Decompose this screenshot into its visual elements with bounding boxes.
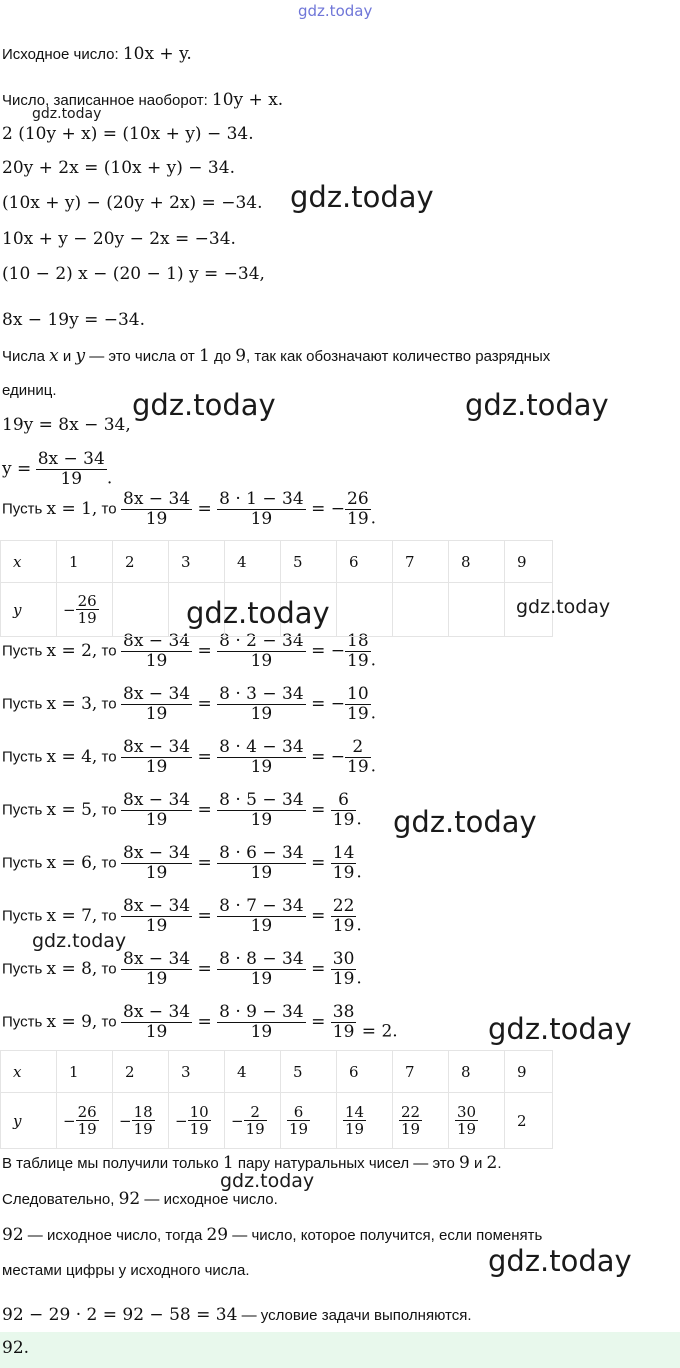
denominator: 19: [189, 1120, 209, 1138]
equation-4: 10x + y − 20y − 2x = −34.: [2, 229, 236, 249]
denominator: 19: [217, 1022, 306, 1042]
text: Пусть: [2, 642, 47, 660]
numerator: 8 · 5 − 34: [219, 790, 304, 810]
denominator: 19: [245, 1120, 265, 1138]
conclusion-line-5: [2, 1305, 472, 1325]
fraction: [345, 685, 371, 723]
fraction: [345, 738, 371, 776]
text: то: [97, 907, 117, 925]
math: x: [49, 346, 59, 366]
numerator: 14: [345, 1102, 365, 1121]
denominator: 19: [77, 1120, 97, 1138]
numerator: 8x − 34: [123, 737, 191, 757]
math: =: [305, 800, 331, 821]
math: =: [305, 747, 331, 768]
denominator: 19: [121, 651, 192, 671]
math: x = 6,: [46, 853, 98, 874]
fraction: [121, 844, 192, 882]
conclusion-line-2: [2, 1189, 278, 1209]
math: 10x + y.: [122, 44, 192, 64]
conclusion-line-3: [2, 1225, 542, 1245]
denominator: 19: [217, 810, 306, 830]
math: .: [370, 650, 377, 671]
math: x = 3,: [46, 694, 98, 715]
numerator: 8 · 1 − 34: [219, 489, 304, 509]
fraction: [217, 791, 306, 829]
table-cell: 3: [169, 541, 225, 583]
numerator: 6: [338, 790, 349, 810]
denominator: 19: [77, 609, 97, 627]
denominator: 19: [217, 863, 306, 883]
text: то: [97, 854, 117, 872]
text: пару натуральных чисел — это: [233, 1155, 459, 1172]
math: .: [370, 508, 377, 529]
denominator: 19: [217, 916, 306, 936]
table-cell: [57, 1093, 113, 1149]
text: то: [97, 960, 117, 978]
fraction: [36, 450, 107, 488]
fraction: [121, 950, 192, 988]
text: — исходное число.: [140, 1191, 278, 1208]
fraction: [121, 738, 192, 776]
math: x = 7,: [46, 906, 98, 927]
sign: −: [63, 1111, 76, 1130]
fraction: [331, 1003, 357, 1041]
sign: −: [330, 499, 345, 520]
case-row: [2, 791, 362, 829]
numerator: 22: [332, 896, 355, 916]
fraction: [217, 950, 306, 988]
table-cell: [449, 583, 505, 637]
fraction: [399, 1104, 422, 1138]
denominator: 19: [347, 650, 369, 671]
math: y: [75, 346, 86, 366]
numerator: 8x − 34: [123, 843, 191, 863]
text: Пусть: [2, 854, 47, 872]
numerator: 6: [293, 1102, 304, 1121]
table-cell: [57, 583, 113, 637]
sign: −: [330, 694, 345, 715]
table-cell: [393, 1093, 449, 1149]
text: Число, записанное наоборот:: [2, 92, 212, 109]
fraction: [287, 1104, 310, 1138]
text: Следовательно,: [2, 1191, 119, 1208]
text: и: [58, 348, 76, 365]
numerator: 8 · 3 − 34: [219, 684, 304, 704]
math: =: [305, 906, 331, 927]
math: 9: [235, 346, 247, 366]
table-cell: 2: [113, 1051, 169, 1093]
answer-box: [0, 1332, 680, 1368]
numerator: 2: [352, 737, 364, 757]
numerator: 18: [347, 631, 369, 651]
text: до: [209, 348, 236, 365]
denominator: 19: [217, 704, 306, 724]
values-table-full: [0, 1050, 553, 1149]
numerator: 10: [347, 684, 369, 704]
text: Числа: [2, 348, 50, 365]
math: =: [192, 499, 218, 520]
fraction: [345, 632, 371, 670]
case-row: [2, 1003, 398, 1041]
math: =: [192, 694, 218, 715]
numerator: 8 · 4 − 34: [219, 737, 304, 757]
math: 92: [2, 1225, 24, 1245]
numerator: 8x − 34: [123, 489, 191, 509]
text: то: [97, 801, 117, 819]
fraction: [121, 897, 192, 935]
case-row: [2, 844, 362, 882]
denominator: 19: [217, 757, 306, 777]
math: .: [356, 915, 362, 936]
numerator: 8x − 34: [37, 449, 105, 469]
table-cell: [169, 1093, 225, 1149]
table-cell: 5: [281, 541, 337, 583]
denominator: 19: [457, 1120, 477, 1138]
watermark-top: gdz.today: [298, 2, 373, 20]
header-cell: x: [1, 1051, 57, 1093]
math: 92 − 29 · 2 = 92 − 58 = 34: [2, 1305, 238, 1325]
denominator: 19: [36, 469, 107, 489]
fraction: [345, 490, 371, 528]
table-cell: 1: [57, 1051, 113, 1093]
math: .: [356, 968, 362, 989]
table-cell: [225, 1093, 281, 1149]
math: 92: [118, 1189, 141, 1209]
watermark-5: gdz.today: [516, 596, 611, 618]
fraction: [217, 685, 306, 723]
text: то: [97, 642, 117, 660]
case-row: [2, 632, 376, 670]
sign: −: [175, 1111, 188, 1130]
math: x = 4,: [46, 747, 98, 768]
numerator: 18: [133, 1102, 153, 1121]
math: =: [192, 641, 218, 662]
fraction: [76, 1104, 99, 1138]
case-row: [2, 738, 376, 776]
table-cell: 8: [449, 541, 505, 583]
table-cell: 3: [169, 1051, 225, 1093]
table-cell: [113, 1093, 169, 1149]
table-cell: 6: [337, 1051, 393, 1093]
numerator: 8 · 7 − 34: [219, 896, 304, 916]
denominator: 19: [332, 915, 355, 936]
table-cell: 9: [505, 1051, 553, 1093]
text: Пусть: [2, 907, 47, 925]
denominator: 19: [332, 862, 355, 883]
fraction: [121, 490, 192, 528]
fraction: [455, 1104, 478, 1138]
sign: −: [63, 600, 76, 619]
denominator: 19: [289, 1120, 309, 1138]
denominator: 19: [121, 509, 192, 529]
table-cell: 5: [281, 1051, 337, 1093]
math: =: [192, 906, 218, 927]
fraction: [121, 685, 192, 723]
math: =: [305, 853, 331, 874]
equation-3: (10x + y) − (20y + 2x) = −34.: [2, 193, 263, 213]
text: Исходное число:: [2, 46, 123, 63]
equation-7: 19y = 8x − 34,: [2, 415, 131, 435]
numerator: 26: [347, 489, 369, 509]
denominator: 19: [332, 1021, 355, 1042]
text: Пусть: [2, 500, 47, 518]
text: Пусть: [2, 748, 47, 766]
fraction: [121, 632, 192, 670]
sign: −: [119, 1111, 132, 1130]
table-cell: 8: [449, 1051, 505, 1093]
text: то: [97, 748, 117, 766]
denominator: 19: [121, 757, 192, 777]
numerator: 10: [189, 1102, 209, 1121]
math: 9: [459, 1153, 470, 1173]
denominator: 19: [401, 1120, 421, 1138]
table-cell: 9: [505, 541, 553, 583]
math: x = 2,: [46, 641, 98, 662]
numerator: 30: [332, 949, 355, 969]
watermark-small-1: gdz.today: [32, 106, 102, 122]
math: =: [305, 959, 331, 980]
table-row: [1, 541, 553, 583]
numerator: 26: [77, 1102, 97, 1121]
table-cell: 7: [393, 1051, 449, 1093]
denominator: 19: [121, 916, 192, 936]
denominator: 19: [217, 651, 306, 671]
table-cell: 2: [113, 541, 169, 583]
line-original-number: [2, 44, 192, 64]
table-row: [1, 1051, 553, 1093]
watermark-4: gdz.today: [186, 596, 330, 630]
fraction: [217, 490, 306, 528]
numerator: 8x − 34: [123, 790, 191, 810]
table-cell: [337, 583, 393, 637]
math: 1: [198, 346, 210, 366]
case-row: [2, 950, 362, 988]
watermark-9: gdz.today: [220, 1170, 315, 1192]
watermark-8: gdz.today: [488, 1012, 632, 1046]
watermark-2: gdz.today: [132, 388, 276, 422]
text: — условие задачи выполняются.: [237, 1307, 472, 1324]
math: 2: [486, 1153, 498, 1173]
watermark-7: gdz.today: [32, 930, 127, 952]
math: x = 8,: [46, 959, 98, 980]
table-cell: 4: [225, 1051, 281, 1093]
math: =: [192, 959, 218, 980]
sign: −: [330, 641, 345, 662]
denominator: 19: [332, 968, 355, 989]
math: y =: [2, 459, 32, 480]
math: x = 5,: [46, 800, 98, 821]
watermark-10: gdz.today: [488, 1244, 632, 1278]
numerator: 8x − 34: [123, 949, 191, 969]
math: =: [305, 641, 331, 662]
equation-1: 2 (10y + x) = (10x + y) − 34.: [2, 124, 254, 144]
table-cell: [281, 1093, 337, 1149]
math: .: [356, 809, 362, 830]
table-row: [1, 1093, 553, 1149]
table-cell: [505, 1093, 553, 1149]
table-cell: [337, 1093, 393, 1149]
watermark-3: gdz.today: [465, 388, 609, 422]
fraction: [217, 632, 306, 670]
numerator: 8 · 6 − 34: [219, 843, 304, 863]
text: — это числа от: [85, 348, 199, 365]
text: Пусть: [2, 695, 47, 713]
text: то: [97, 695, 117, 713]
denominator: 19: [347, 756, 369, 777]
sign: −: [231, 1111, 244, 1130]
math: .: [106, 468, 113, 489]
math: 1: [222, 1153, 234, 1173]
watermark-1: gdz.today: [290, 180, 434, 214]
denominator: 19: [121, 704, 192, 724]
denominator: 19: [121, 810, 192, 830]
sign: −: [330, 747, 345, 768]
numerator: 22: [401, 1102, 421, 1121]
numerator: 8x − 34: [123, 896, 191, 916]
table-cell: 6: [337, 541, 393, 583]
fraction: [331, 844, 357, 882]
table-cell: [113, 583, 169, 637]
fraction: [343, 1104, 366, 1138]
line-xy-range: [2, 346, 550, 366]
math: = 2.: [356, 1021, 398, 1042]
text: В таблице мы получили только: [2, 1155, 223, 1172]
table-cell: [449, 1093, 505, 1149]
fraction: [188, 1104, 211, 1138]
numerator: 2: [250, 1102, 260, 1121]
text: Пусть: [2, 960, 47, 978]
fraction: [121, 791, 192, 829]
text: , так как обозначают количество разрядных: [246, 348, 551, 365]
math: 10y + x.: [211, 90, 284, 110]
numerator: 8 · 2 − 34: [219, 631, 304, 651]
math: =: [192, 800, 218, 821]
text: Пусть: [2, 1013, 47, 1031]
watermark-6: gdz.today: [393, 805, 537, 839]
table-cell: [393, 583, 449, 637]
math: =: [305, 1012, 331, 1033]
math: =: [192, 1012, 218, 1033]
header-cell: x: [1, 541, 57, 583]
math: =: [305, 694, 331, 715]
denominator: 19: [121, 1022, 192, 1042]
equation-2: 20y + 2x = (10x + y) − 34.: [2, 158, 235, 178]
math: .: [370, 756, 377, 777]
denominator: 19: [347, 703, 369, 724]
math: x = 9,: [46, 1012, 98, 1033]
fraction: [217, 844, 306, 882]
header-cell: y: [1, 583, 57, 637]
conclusion-line-4: местами цифры у исходного числа.: [2, 1262, 250, 1279]
text: — исходное число, тогда: [23, 1227, 207, 1244]
equation-y: [2, 450, 112, 488]
header-cell: y: [1, 1093, 57, 1149]
numerator: 26: [77, 591, 97, 610]
denominator: 19: [347, 508, 369, 529]
math: 29: [206, 1225, 229, 1245]
math: .: [356, 862, 362, 883]
denominator: 19: [121, 969, 192, 989]
numerator: 8 · 8 − 34: [219, 949, 304, 969]
numerator: 8x − 34: [123, 684, 191, 704]
math: =: [192, 853, 218, 874]
fraction: [217, 738, 306, 776]
math: =: [305, 499, 331, 520]
text: и: [469, 1155, 487, 1172]
fraction: [244, 1104, 267, 1138]
denominator: 19: [217, 969, 306, 989]
answer-value: 92.: [2, 1338, 30, 1358]
denominator: 19: [217, 509, 306, 529]
math: x = 1,: [46, 499, 98, 520]
denominator: 19: [133, 1120, 153, 1138]
denominator: 19: [332, 809, 355, 830]
numerator: 14: [332, 843, 355, 863]
text: — число, которое получится, если поменять: [228, 1227, 543, 1244]
text: то: [97, 1013, 117, 1031]
equation-5: (10 − 2) x − (20 − 1) y = −34,: [2, 264, 265, 284]
table-cell: 1: [57, 541, 113, 583]
line-units: единиц.: [2, 382, 57, 399]
equation-6: 8x − 19y = −34.: [2, 310, 146, 330]
denominator: 19: [121, 863, 192, 883]
fraction: [217, 897, 306, 935]
text: Пусть: [2, 801, 47, 819]
fraction: [121, 1003, 192, 1041]
numerator: 8 · 9 − 34: [219, 1002, 304, 1022]
fraction: [331, 791, 357, 829]
text: то: [97, 500, 117, 518]
numerator: 38: [332, 1002, 355, 1022]
fraction: [331, 897, 357, 935]
table-cell: 7: [393, 541, 449, 583]
numerator: 30: [457, 1102, 477, 1121]
math: =: [192, 747, 218, 768]
text: .: [497, 1155, 502, 1172]
fraction: [331, 950, 357, 988]
table-cell: 4: [225, 541, 281, 583]
numerator: 8x − 34: [123, 631, 191, 651]
case-row: [2, 685, 376, 723]
case-row: [2, 490, 376, 528]
numerator: 8x − 34: [123, 1002, 191, 1022]
fraction: [76, 593, 99, 627]
math: .: [370, 703, 377, 724]
fraction: [132, 1104, 155, 1138]
denominator: 19: [345, 1120, 365, 1138]
fraction: [217, 1003, 306, 1041]
cell-value: 2: [517, 1111, 527, 1130]
